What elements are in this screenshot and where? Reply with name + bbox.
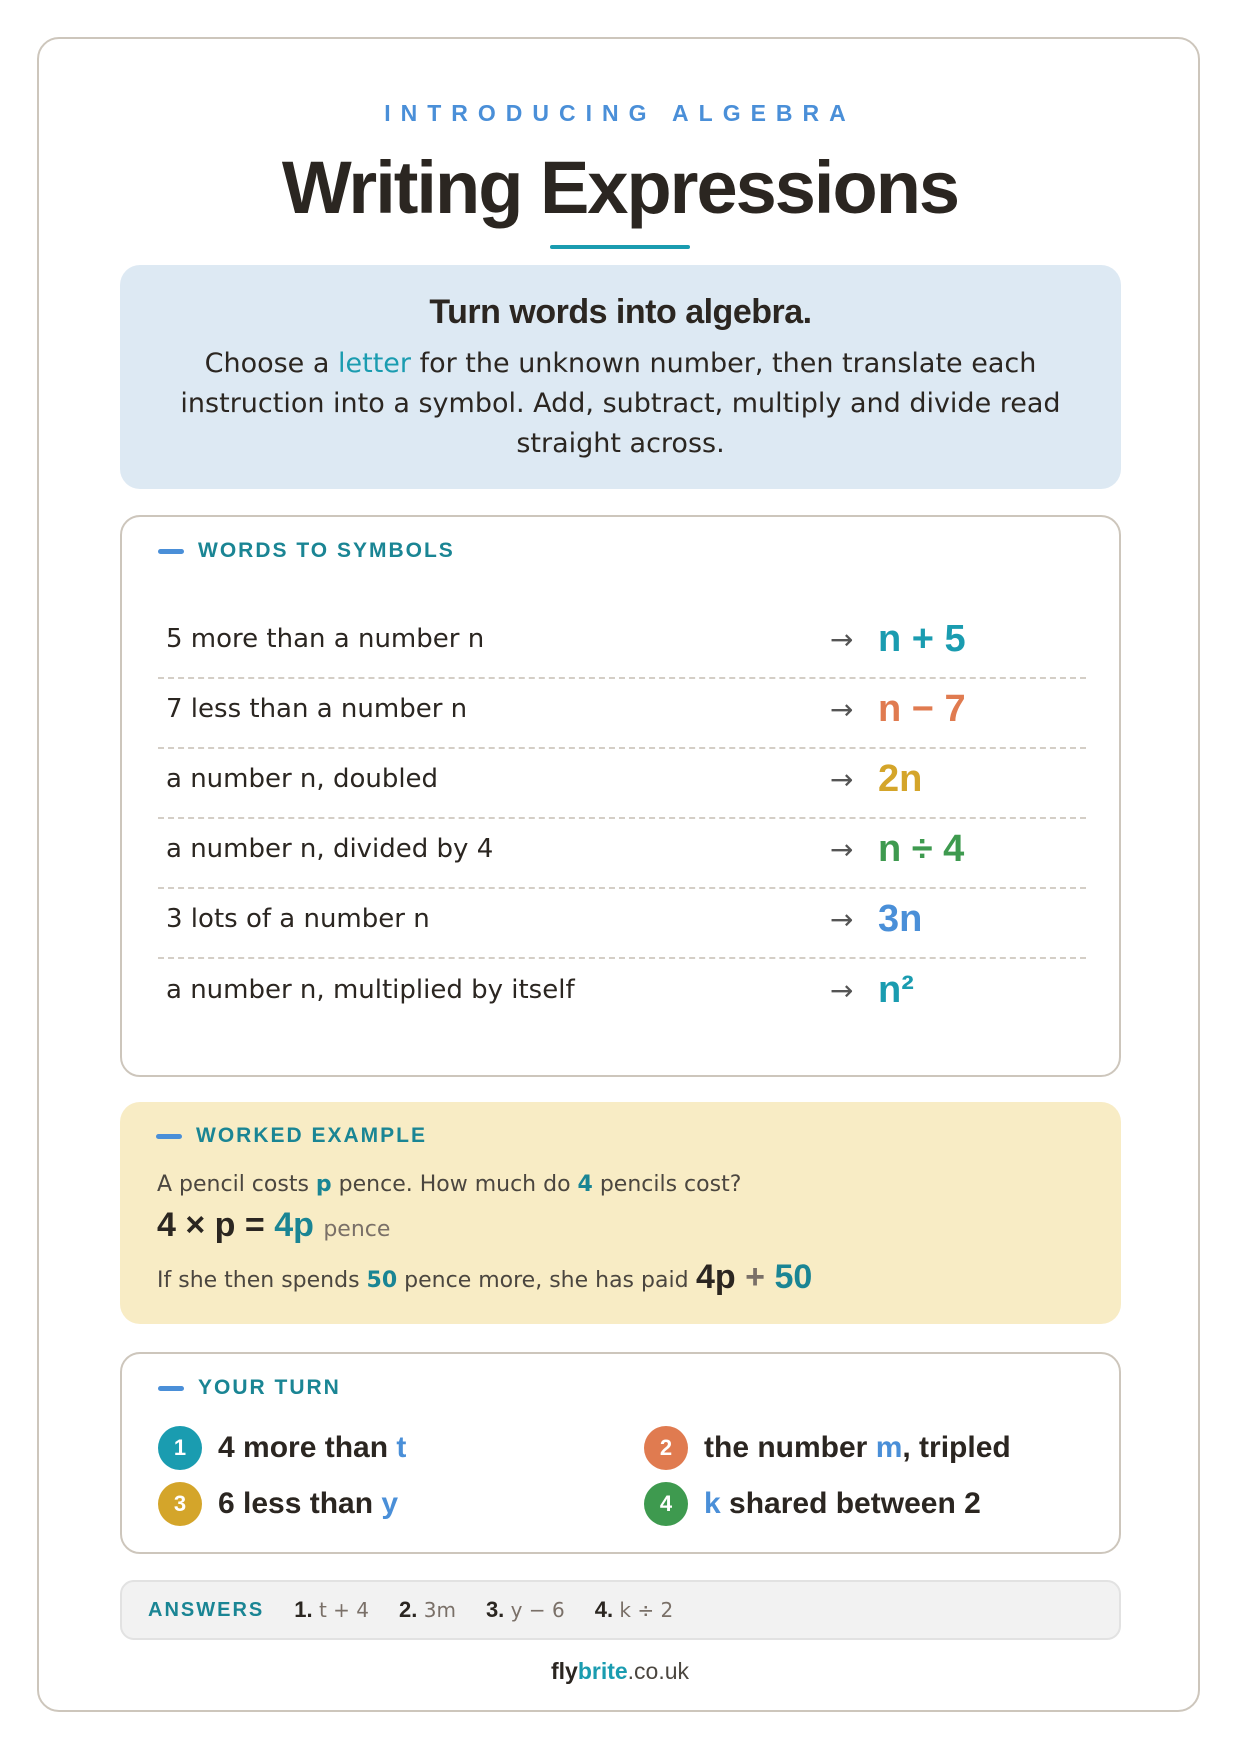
words-to-symbols-card (120, 515, 1121, 1077)
row-phrase: a number n, divided by 4 (166, 834, 494, 864)
question-text-start: the number (704, 1431, 876, 1464)
brand-part-1: fly (550, 1658, 578, 1684)
practice-question (158, 1426, 406, 1470)
number-badge: 3 (158, 1482, 202, 1526)
question-variable: t (396, 1431, 407, 1464)
symbol-row (158, 811, 1086, 889)
symbol-row (158, 601, 1086, 679)
intro-accent-word: letter (338, 348, 412, 379)
equation-unit: pence (323, 1217, 391, 1242)
intro-text (160, 344, 1081, 464)
row-expression: n ÷ 4 (878, 827, 965, 870)
question-text-end: shared between 2 (720, 1487, 981, 1520)
practice-question (644, 1426, 1011, 1470)
answer-number: 3. (485, 1597, 505, 1622)
practice-question (644, 1482, 981, 1526)
answer-item (294, 1598, 369, 1622)
answers-label: ANSWERS (148, 1598, 265, 1621)
answer-number: 2. (399, 1597, 418, 1622)
arrow-icon: → (830, 762, 854, 796)
intro-heading: Turn words into algebra. (429, 293, 812, 331)
equation-left: 4 × p = (157, 1206, 275, 1244)
number-badge: 2 (644, 1426, 688, 1470)
arrow-icon: → (830, 692, 854, 726)
follow-up-text: If she then spends (157, 1268, 367, 1293)
symbol-row (158, 741, 1086, 819)
question-text: A pencil costs (157, 1172, 316, 1197)
your-turn-header (158, 1376, 341, 1400)
question-text: pencils cost? (592, 1172, 742, 1197)
question-variable: m (875, 1431, 903, 1464)
answer-number: 4. (594, 1597, 614, 1622)
brand-footer (0, 1658, 1240, 1685)
eyebrow-label: INTRODUCING ALGEBRA (384, 100, 856, 126)
row-expression: n − 7 (878, 687, 966, 730)
follow-up-operator: + (735, 1258, 775, 1296)
row-phrase: a number n, multiplied by itself (166, 975, 575, 1005)
follow-up-number: 50 (366, 1268, 398, 1293)
row-expression: n + 5 (878, 617, 966, 660)
symbol-row (158, 881, 1086, 959)
number-badge: 1 (158, 1426, 202, 1470)
question-number: 4 (577, 1172, 593, 1197)
follow-up-text: pence more, she has paid (397, 1268, 689, 1293)
follow-up-expression (696, 1258, 812, 1297)
answer-text: y − 6 (510, 1598, 565, 1622)
follow-up-constant: 50 (774, 1258, 813, 1296)
row-phrase: 5 more than a number n (166, 624, 485, 654)
arrow-icon: → (830, 832, 854, 866)
brand-part-2: brite (577, 1658, 628, 1684)
answer-item (486, 1598, 565, 1622)
follow-up-term: 4p (696, 1258, 736, 1296)
question-text (704, 1431, 1011, 1465)
answers-bar (120, 1580, 1121, 1640)
intro-panel (120, 265, 1121, 489)
question-text (218, 1487, 398, 1521)
worked-question (157, 1172, 741, 1197)
row-expression: 3n (878, 897, 923, 940)
answer-text: t + 4 (318, 1598, 369, 1622)
equation-result: 4p (274, 1206, 314, 1244)
question-text-end: , tripled (902, 1431, 1011, 1464)
answer-number: 1. (294, 1597, 313, 1622)
answer-item (399, 1598, 456, 1622)
your-turn-card (120, 1352, 1121, 1554)
practice-question (158, 1482, 398, 1526)
section-dash-icon (156, 1134, 182, 1139)
symbol-row (158, 951, 1086, 1029)
words-to-symbols-label: WORDS TO SYMBOLS (198, 539, 455, 562)
worked-example-label: WORKED EXAMPLE (196, 1124, 428, 1147)
worked-example-panel (120, 1102, 1121, 1324)
question-variable: y (381, 1487, 399, 1520)
question-variable: p (315, 1172, 332, 1197)
your-turn-label: YOUR TURN (198, 1376, 341, 1399)
question-text (218, 1431, 406, 1465)
question-variable: k (704, 1487, 721, 1520)
worked-example-header (156, 1124, 427, 1148)
answer-text: 3m (423, 1598, 456, 1622)
number-badge: 4 (644, 1482, 688, 1526)
row-phrase: a number n, doubled (166, 764, 439, 794)
row-expression: n² (878, 968, 914, 1011)
row-phrase: 7 less than a number n (166, 694, 468, 724)
symbol-row (158, 671, 1086, 749)
words-to-symbols-header (158, 539, 455, 563)
arrow-icon: → (830, 622, 854, 656)
intro-text-end: for the unknown number, then translate each instruction into a symbol. Add, subtract, multiply and divide read straight across. (180, 348, 1061, 459)
intro-text-start: Choose a (204, 348, 339, 379)
brand-part-3: .co.uk (627, 1658, 690, 1684)
section-dash-icon (158, 1386, 184, 1391)
arrow-icon: → (830, 902, 854, 936)
section-dash-icon (158, 549, 184, 554)
answer-text: k ÷ 2 (619, 1598, 674, 1622)
question-text-start: 4 more than (218, 1431, 397, 1464)
question-text-start: 6 less than (218, 1487, 382, 1520)
page-title: Writing Expressions (281, 146, 959, 229)
worked-equation (157, 1206, 390, 1245)
question-text: pence. How much do (331, 1172, 578, 1197)
worked-follow-up (157, 1268, 689, 1293)
title-underline (550, 245, 690, 249)
row-phrase: 3 lots of a number n (166, 904, 430, 934)
arrow-icon: → (830, 973, 854, 1007)
question-text (704, 1487, 981, 1521)
answer-item (595, 1598, 674, 1622)
row-expression: 2n (878, 757, 923, 800)
